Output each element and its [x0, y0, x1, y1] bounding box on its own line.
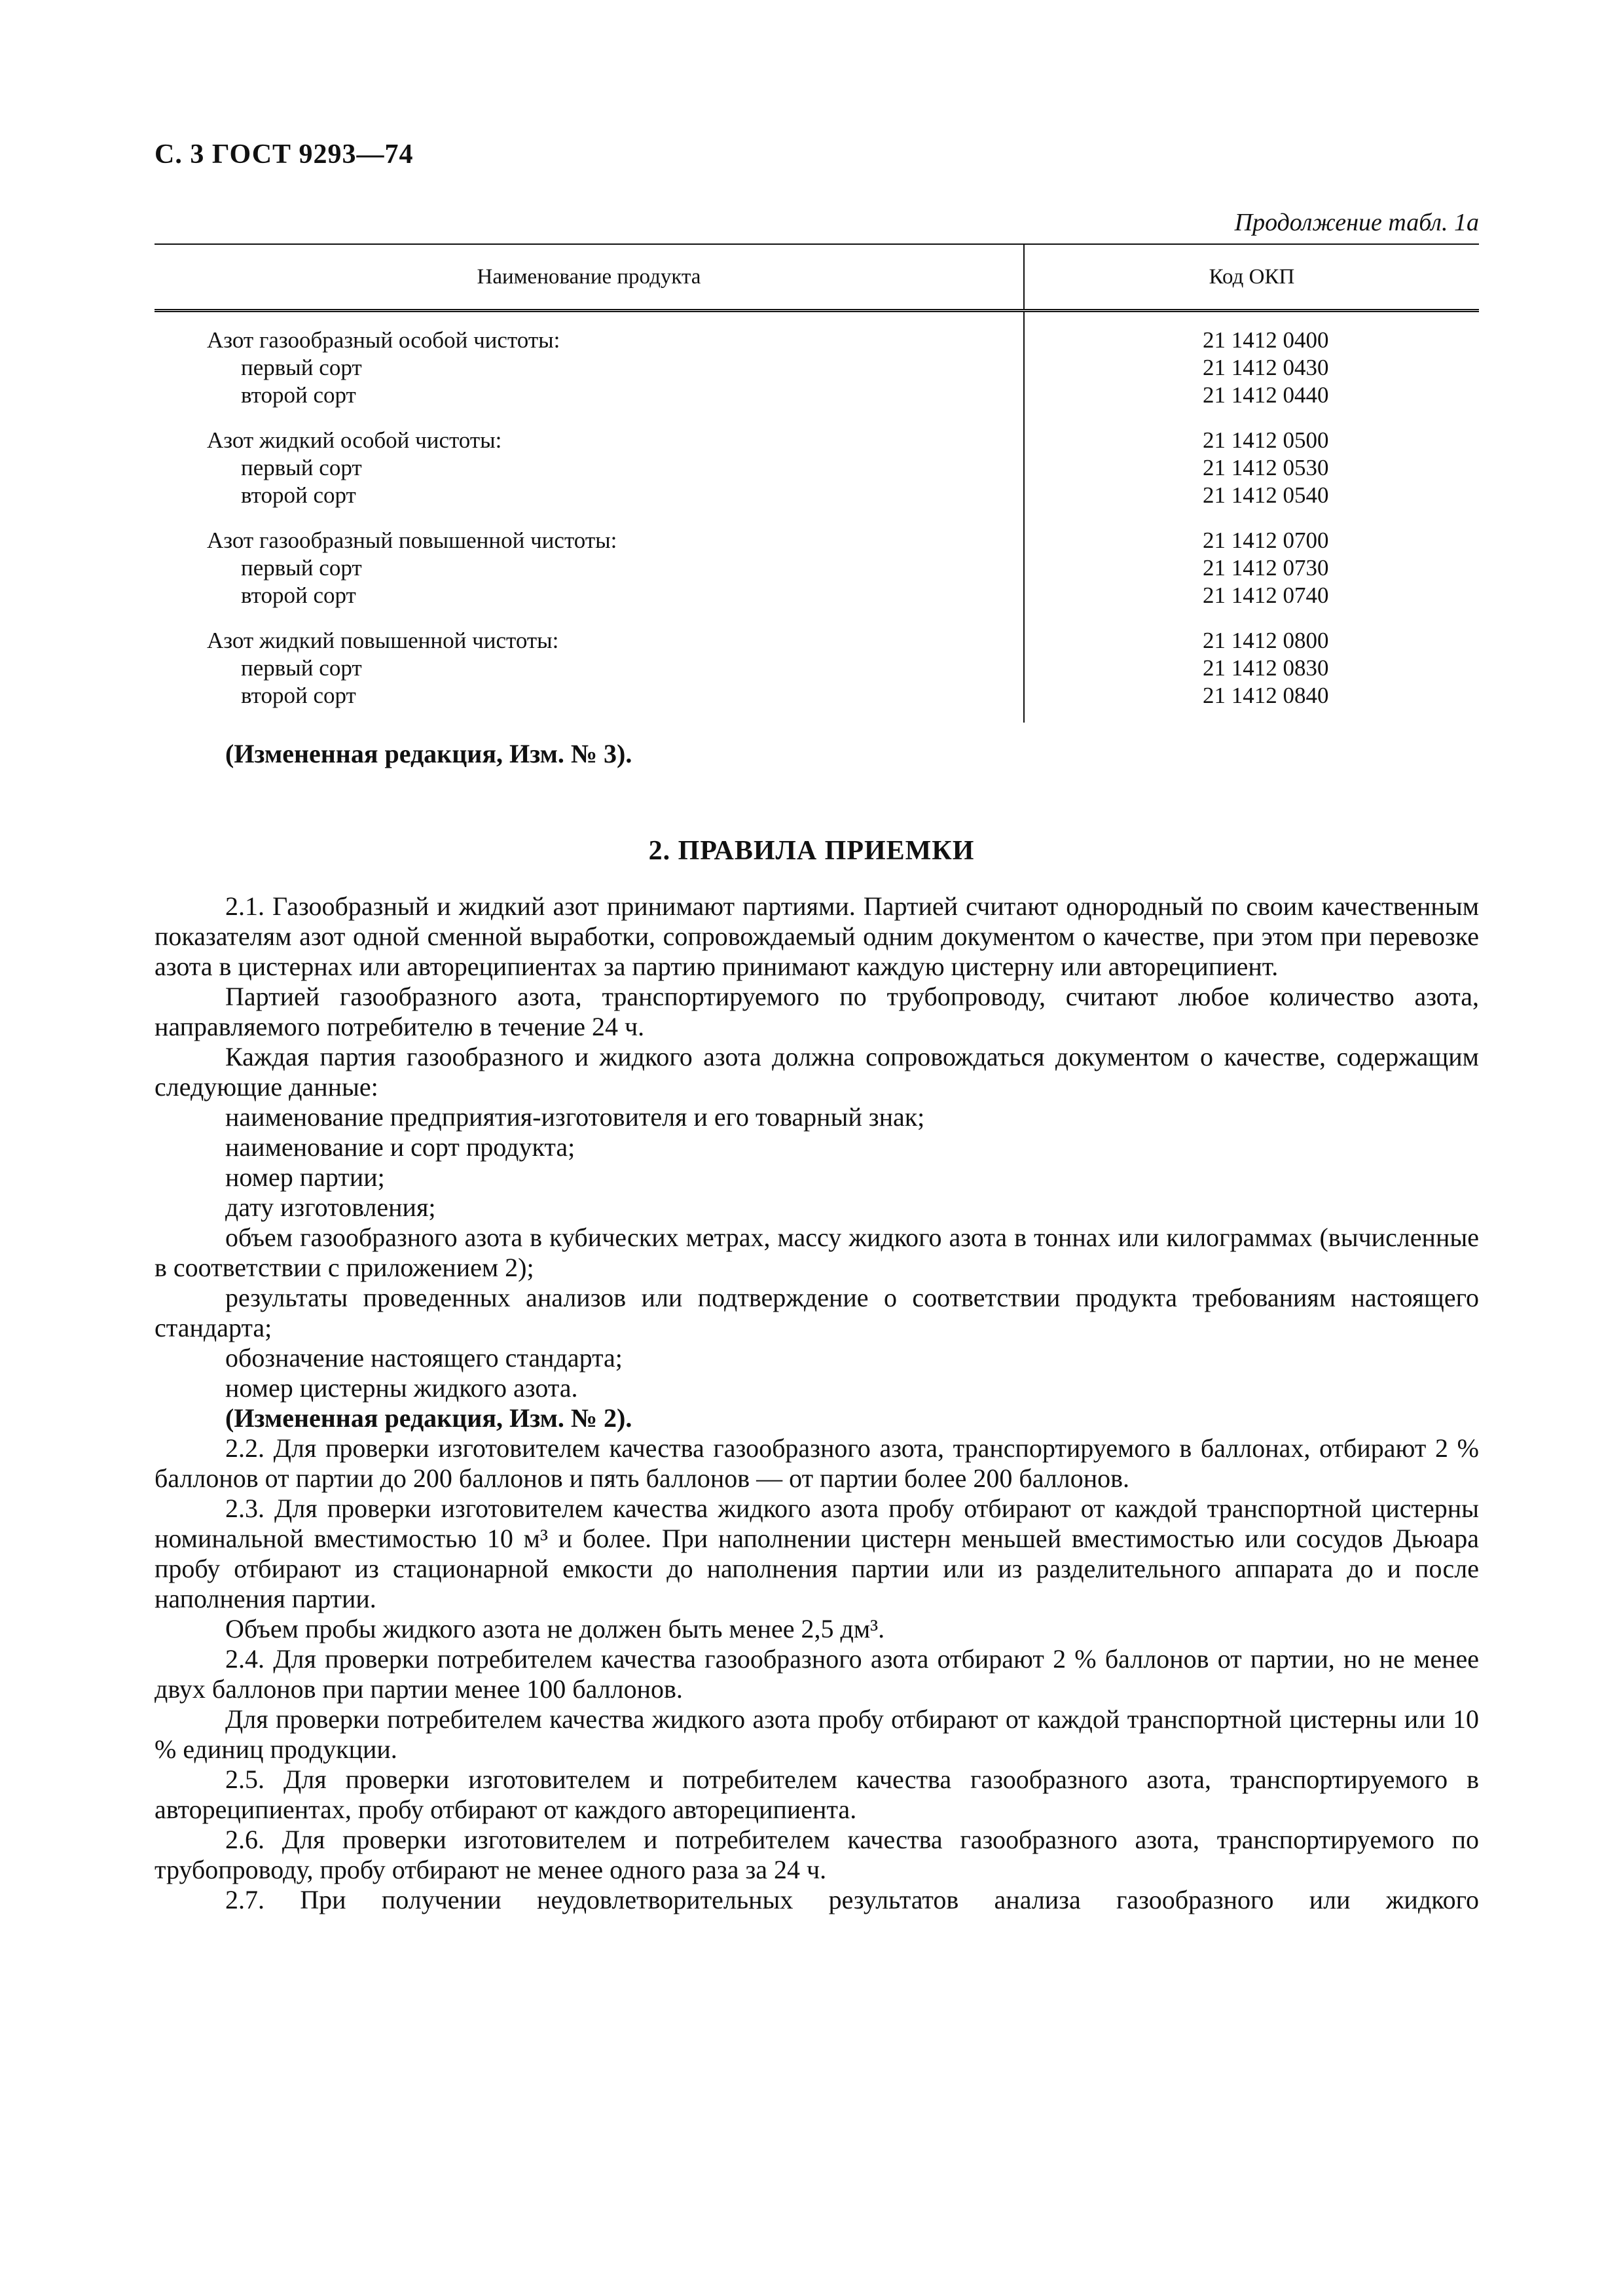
okp-code: 21 1412 0800 — [1203, 628, 1329, 653]
product-grade-name: второй сорт — [241, 583, 356, 608]
section-paragraph: Объем пробы жидкого азота не должен быть менее 2,5 дм³. — [225, 1614, 885, 1643]
table-row — [155, 610, 1479, 723]
section-title: 2. ПРАВИЛА ПРИЕМКИ — [648, 836, 975, 866]
table-header-row — [155, 244, 1479, 311]
column-header-product-name: Наименование продукта — [155, 244, 1024, 311]
product-group-name: Азот газообразный повышенной чистоты: — [207, 528, 617, 553]
okp-code-cell — [1024, 410, 1479, 510]
section-paragraph: 2.5. Для проверки изготовителем и потребителем качества газообразного азота, транспортируемого в автореципиентах, пробу отбирают от каждого автореципиента. — [155, 1765, 1479, 1824]
section-paragraph: наименование предприятия-изготовителя и его товарный знак; — [225, 1102, 925, 1132]
okp-code: 21 1412 0540 — [1203, 482, 1329, 508]
section-paragraph: объем газообразного азота в кубических метрах, массу жидкого азота в тоннах или килограммах (вычисленные в соответствии с приложением 2); — [155, 1223, 1479, 1282]
product-name-cell — [155, 410, 1024, 510]
okp-code: 21 1412 0730 — [1203, 555, 1329, 581]
section-paragraph: Партией газообразного азота, транспортируемого по трубопроводу, считают любое количество азота, направляемого потребителю в течение 24 ч. — [155, 982, 1479, 1041]
okp-code: 21 1412 0500 — [1203, 427, 1329, 453]
okp-code-cell — [1024, 610, 1479, 723]
section-body — [155, 891, 1479, 1915]
okp-code: 21 1412 0430 — [1203, 355, 1329, 380]
product-grade-name: первый сорт — [241, 655, 362, 681]
section-paragraph: (Измененная редакция, Изм. № 2). — [225, 1403, 632, 1433]
okp-code-table — [155, 243, 1479, 723]
section-paragraph: наименование и сорт продукта; — [225, 1132, 575, 1162]
product-group-name: Азот жидкий повышенной чистоты: — [207, 628, 559, 653]
section-paragraph: 2.1. Газообразный и жидкий азот принимают партиями. Партией считают однородный по своим качественным показателям азот одной сменной выработки, сопровождаемый одним документом о качестве, при этом при перевозке азота в цистернах или автореципиентах за партию принимают каждую цистерну или автореципиент. — [155, 891, 1479, 981]
okp-code: 21 1412 0840 — [1203, 683, 1329, 708]
table-row — [155, 510, 1479, 610]
product-name-cell — [155, 510, 1024, 610]
table-caption: Продолжение табл. 1а — [1234, 209, 1479, 236]
table-row — [155, 311, 1479, 410]
section-paragraph: Для проверки потребителем качества жидкого азота пробу отбирают от каждой транспортной цистерны или 10 % единиц продукции. — [155, 1704, 1479, 1764]
product-name-cell — [155, 610, 1024, 723]
section-paragraph: дату изготовления; — [225, 1193, 436, 1222]
section-paragraph: номер цистерны жидкого азота. — [225, 1373, 578, 1403]
page-header: С. 3 ГОСТ 9293—74 — [155, 139, 414, 170]
section-paragraph: обозначение настоящего стандарта; — [225, 1343, 623, 1372]
amendment-note: (Измененная редакция, Изм. № 3). — [225, 739, 632, 768]
okp-code-cell — [1024, 510, 1479, 610]
section-paragraph: номер партии; — [225, 1162, 385, 1192]
column-header-okp-code: Код ОКП — [1024, 244, 1479, 311]
section-paragraph: Каждая партия газообразного и жидкого азота должна сопровождаться документом о качестве, содержащим следующие данные: — [155, 1042, 1479, 1102]
section-paragraph: 2.4. Для проверки потребителем качества газообразного азота отбирают 2 % баллонов от партии, но не менее двух баллонов при партии менее 100 баллонов. — [155, 1644, 1479, 1704]
okp-code: 21 1412 0830 — [1203, 655, 1329, 681]
product-name-cell — [155, 311, 1024, 410]
product-group-name: Азот жидкий особой чистоты: — [207, 427, 502, 453]
okp-code-cell — [1024, 311, 1479, 410]
product-grade-name: первый сорт — [241, 555, 362, 581]
product-grade-name: второй сорт — [241, 683, 356, 708]
okp-code: 21 1412 0440 — [1203, 382, 1329, 408]
okp-code: 21 1412 0740 — [1203, 583, 1329, 608]
table-row — [155, 410, 1479, 510]
product-grade-name: второй сорт — [241, 382, 356, 408]
section-paragraph: 2.7. При получении неудовлетворительных результатов анализа газообразного или жидкого — [225, 1885, 1479, 1914]
product-grade-name: второй сорт — [241, 482, 356, 508]
okp-code: 21 1412 0700 — [1203, 528, 1329, 553]
product-group-name: Азот газообразный особой чистоты: — [207, 327, 560, 353]
product-grade-name: первый сорт — [241, 455, 362, 480]
section-paragraph: 2.6. Для проверки изготовителем и потребителем качества газообразного азота, транспортируемого по трубопроводу, пробу отбирают не менее одного раза за 24 ч. — [155, 1825, 1479, 1884]
okp-code: 21 1412 0530 — [1203, 455, 1329, 480]
section-paragraph: 2.3. Для проверки изготовителем качества жидкого азота пробу отбирают от каждой транспортной цистерны номинальной вместимостью 10 м³ и более. При наполнении цистерн меньшей вместимостью или сосудов Дьюара пробу отбирают из стационарной емкости до наполнения партии или из разделительного аппарата до и после наполнения партии. — [155, 1494, 1479, 1613]
section-paragraph: результаты проведенных анализов или подтверждение о соответствии продукта требованиям настоящего стандарта; — [155, 1283, 1479, 1342]
section-paragraph: 2.2. Для проверки изготовителем качества газообразного азота, транспортируемого в баллонах, отбирают 2 % баллонов от партии до 200 баллонов и пять баллонов — от партии более 200 баллонов. — [155, 1433, 1479, 1493]
product-grade-name: первый сорт — [241, 355, 362, 380]
okp-code: 21 1412 0400 — [1203, 327, 1329, 353]
